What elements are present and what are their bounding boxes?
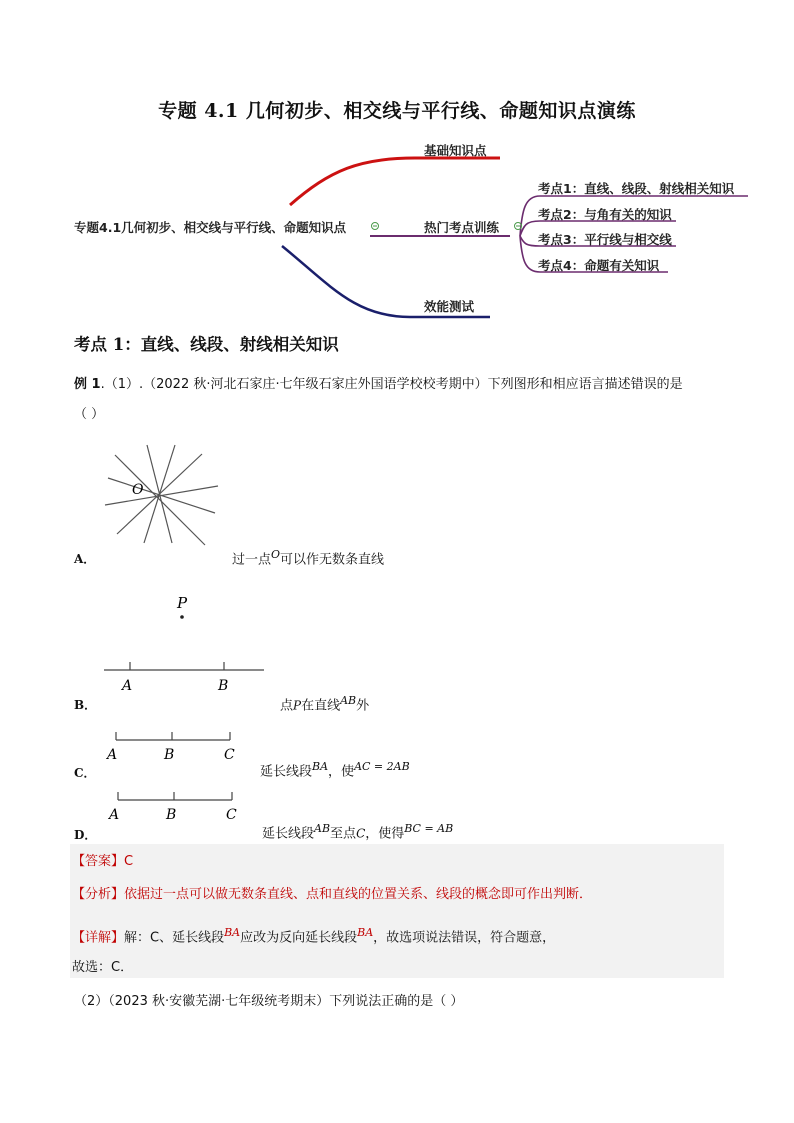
option-d-text: 延长线段$^{AB}$至点C，使得$^{BC = AB}$ <box>262 822 454 842</box>
mindmap-branch-test: 效能测试 <box>424 299 475 314</box>
option-a-point-o: O <box>132 482 144 498</box>
answer-panel <box>70 844 724 978</box>
answer-tag: 【答案】 <box>72 854 125 869</box>
option-b-figure <box>100 592 270 694</box>
example-label: 例 1 <box>74 377 101 392</box>
option-d-point-a: A <box>109 807 120 823</box>
option-c-label: C． <box>74 766 96 780</box>
analysis-text: 依据过一点可以做无数条直线、点和直线的位置关系、线段的概念即可作出判断． <box>124 887 593 902</box>
mindmap-branch-basic: 基础知识点 <box>424 143 487 158</box>
example-paren: （ ） <box>74 407 105 422</box>
detail-tag: 【详解】 <box>72 930 125 946</box>
detail-line: 【详解】解：C、延长线段$^{BA}$应改为反向延长线段$^{BA}$，故选项说法错误，符合题意， <box>72 926 556 946</box>
option-b-label: B． <box>74 698 97 712</box>
mindmap-sub-1: 考点1：直线、线段、射线相关知识 <box>538 181 735 196</box>
option-a-figure <box>100 440 230 552</box>
analysis-tag: 【分析】 <box>72 887 125 902</box>
page-title: 专题 4.1 几何初步、相交线与平行线、命题知识点演练 <box>158 100 636 122</box>
option-c-point-c: C <box>224 747 235 763</box>
example-text: 下列图形和相应语言描述错误的是 <box>487 377 683 392</box>
option-b-text: 点P在直线$^{AB}$外 <box>280 694 370 714</box>
option-b-point-p: P <box>177 594 188 612</box>
option-b-point-b: B <box>218 678 229 694</box>
mindmap-connectors <box>0 0 794 330</box>
choice-line: 故选：C． <box>72 960 134 975</box>
example-sub1: .（1）. <box>100 377 144 392</box>
option-c-text: 延长线段$^{BA}$，使$^{AC = 2AB}$ <box>260 760 410 780</box>
option-c-figure <box>100 728 250 764</box>
part2-question: （2）（2023 秋·安徽芜湖·七年级统考期末）下列说法正确的是（ ） <box>74 994 464 1009</box>
answer-line <box>72 850 133 869</box>
mindmap-sub-3: 考点3：平行线与相交线 <box>538 232 672 247</box>
example-source: （2022 秋·河北石家庄·七年级石家庄外国语学校校考期中） <box>143 377 488 392</box>
mindmap-branch-hot: 热门考点训练 <box>424 220 500 235</box>
mindmap-root: 专题4.1几何初步、相交线与平行线、命题知识点 <box>74 220 347 235</box>
answer-value: C <box>124 854 134 869</box>
mindmap-sub-2: 考点2：与角有关的知识 <box>538 207 672 222</box>
option-b-point-a: A <box>122 678 133 694</box>
option-a-label: A． <box>74 552 96 566</box>
analysis-line <box>72 883 592 902</box>
mindmap-sub-4: 考点4：命题有关知识 <box>538 258 660 273</box>
example-question <box>74 373 683 392</box>
option-c-point-b: B <box>164 747 175 763</box>
option-a-text: 过一点$^O$可以作无数条直线 <box>232 548 385 568</box>
option-d-point-c: C <box>226 807 237 823</box>
option-d-point-b: B <box>166 807 177 823</box>
option-c-point-a: A <box>107 747 118 763</box>
option-d-figure <box>100 788 250 824</box>
option-d-label: D． <box>74 828 97 842</box>
section-heading: 考点 1：直线、线段、射线相关知识 <box>74 335 339 354</box>
